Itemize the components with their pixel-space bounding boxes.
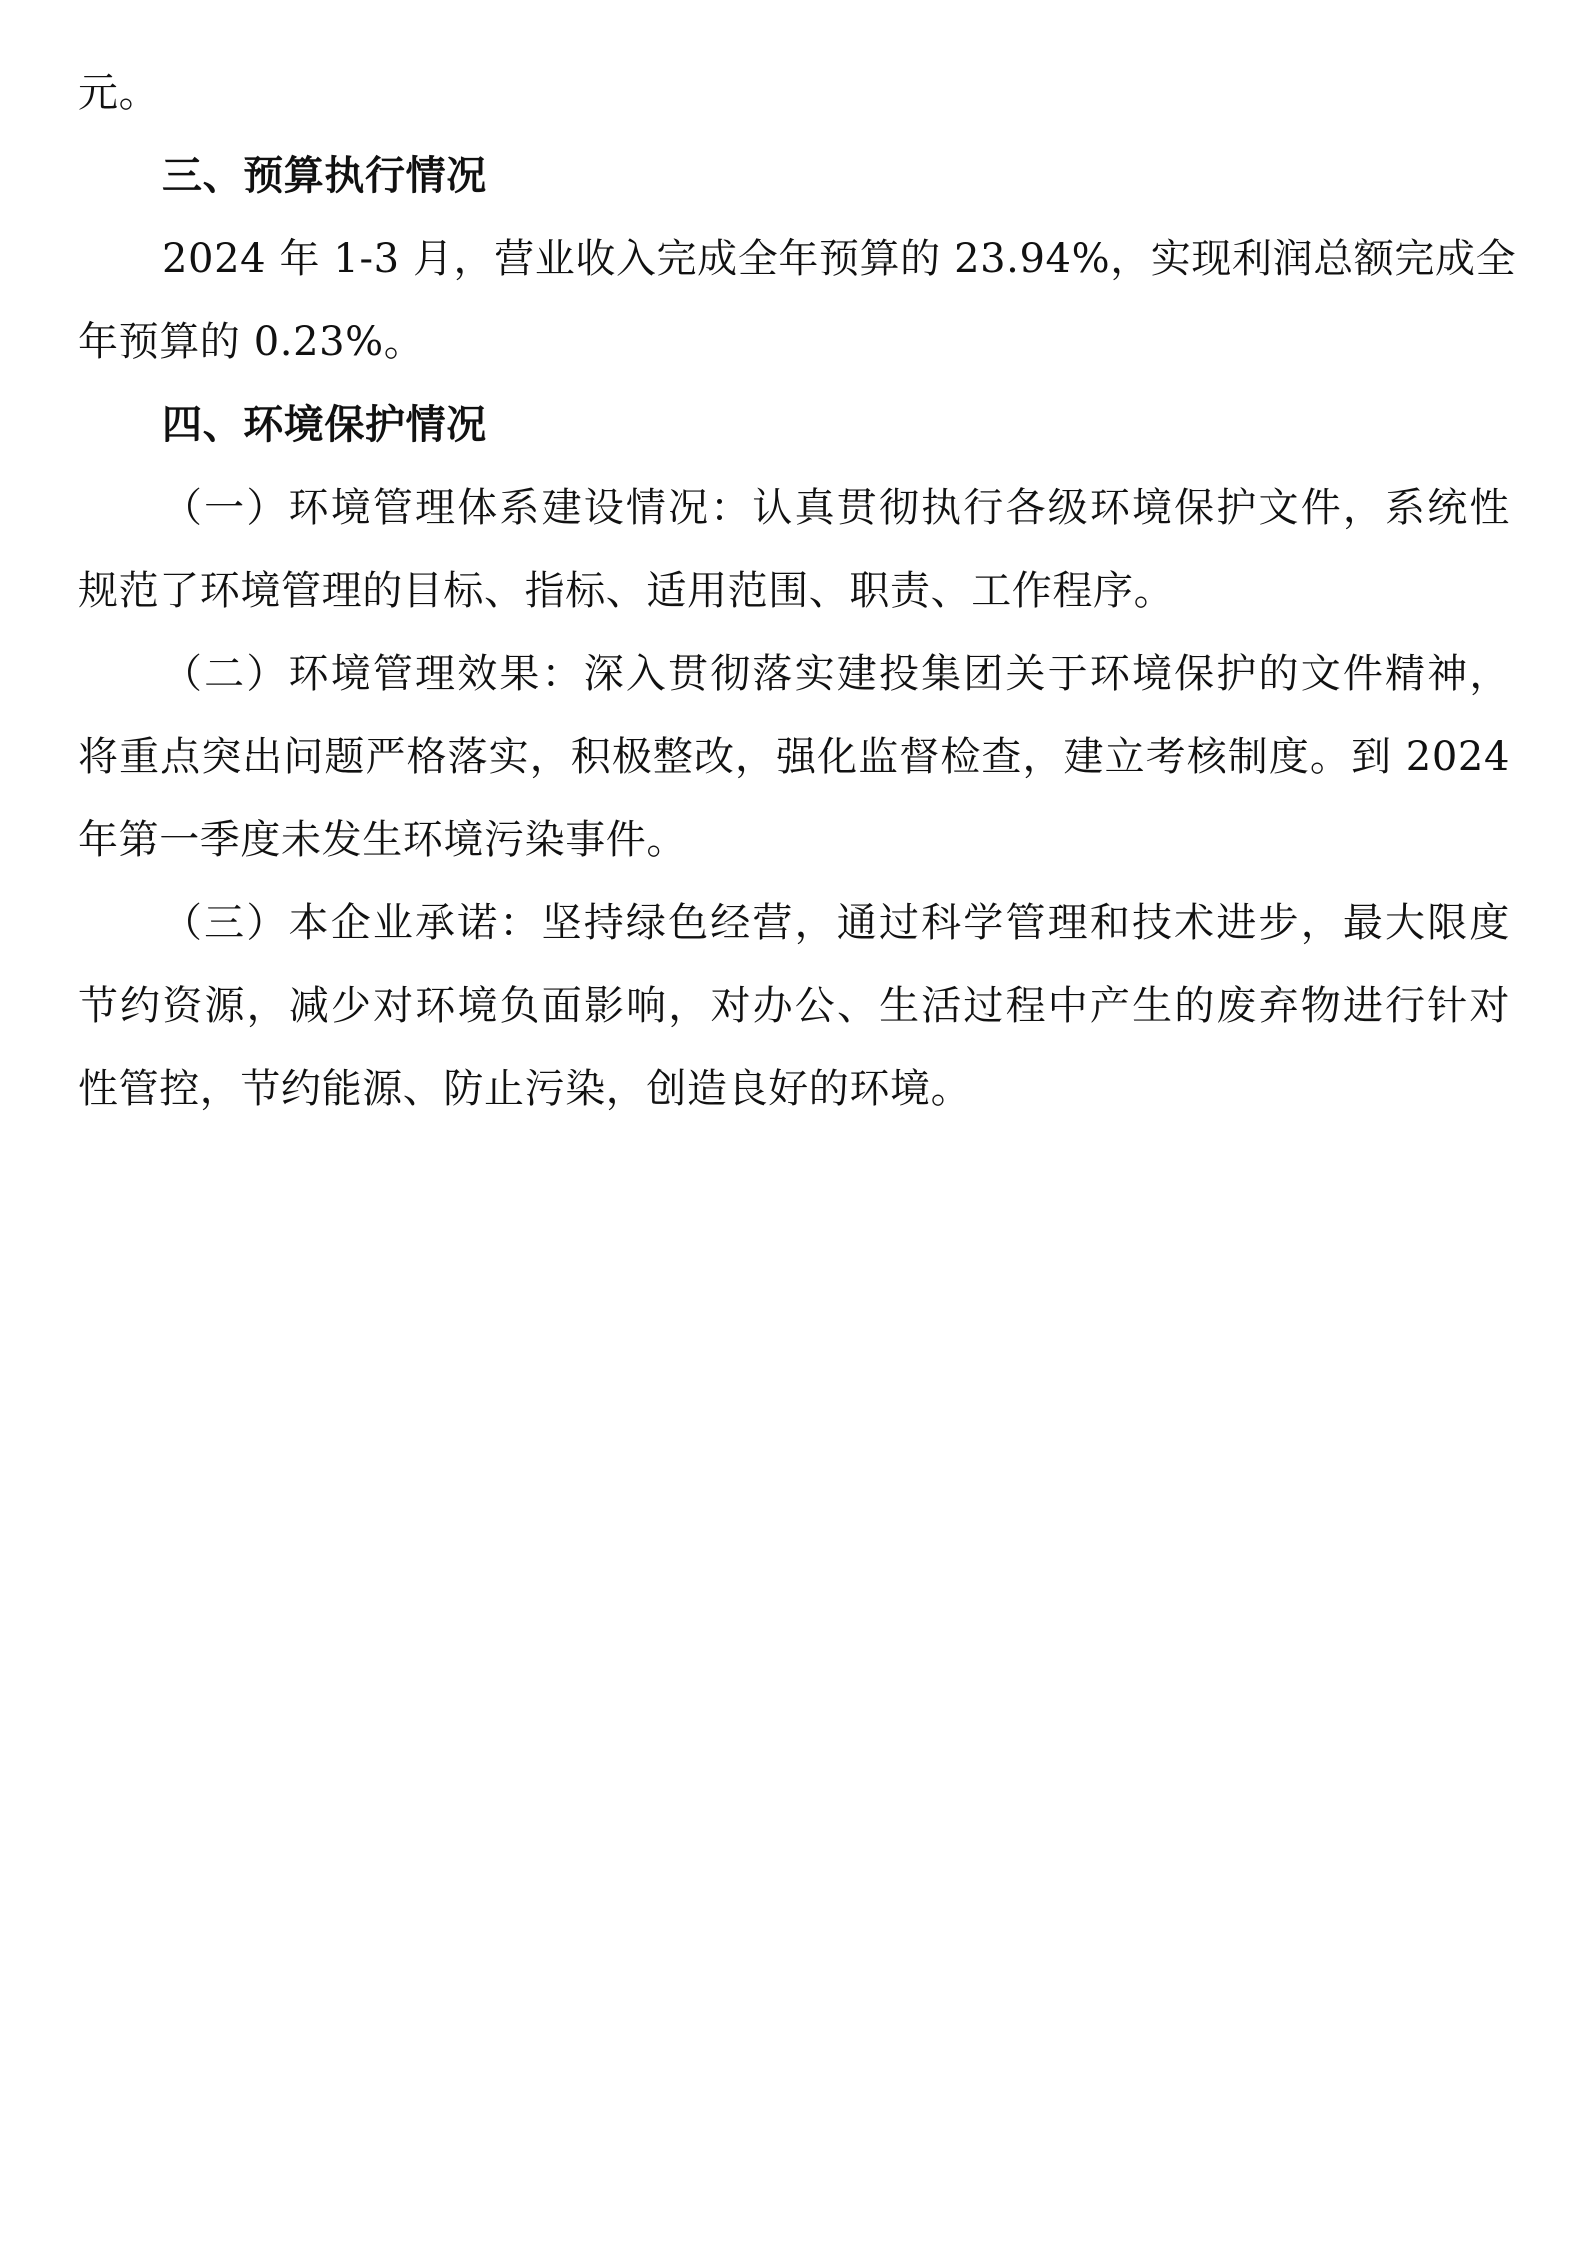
budget-paragraph-line-2: 年预算的 0.23%。 <box>78 319 425 365</box>
document-body <box>78 52 1517 1131</box>
company-commitment-line-2: 节约资源，减少对环境负面影响，对办公、生活过程中产生的废弃物进行针对 <box>78 983 1510 1029</box>
company-commitment-line-3: 性管控，节约能源、防止污染，创造良好的环境。 <box>78 1066 972 1112</box>
env-management-system-line-2: 规范了环境管理的目标、指标、适用范围、职责、工作程序。 <box>78 568 1175 614</box>
budget-paragraph-line-1: 2024 年 1-3 月，营业收入完成全年预算的 23.94%，实现利润总额完成全 <box>162 236 1517 282</box>
continued-text-line: 元。 <box>78 70 160 116</box>
section-heading-environment: 四、环境保护情况 <box>162 402 487 448</box>
section-heading-budget: 三、预算执行情况 <box>162 153 487 199</box>
env-management-effect-line-1: （二）环境管理效果：深入贯彻落实建投集团关于环境保护的文件精神， <box>162 651 1510 697</box>
env-management-effect-line-3: 年第一季度未发生环境污染事件。 <box>78 817 687 863</box>
env-management-system-line-1: （一）环境管理体系建设情况：认真贯彻执行各级环境保护文件，系统性 <box>162 485 1510 531</box>
company-commitment-line-1: （三）本企业承诺：坚持绿色经营，通过科学管理和技术进步，最大限度 <box>162 900 1510 946</box>
env-management-effect-line-2: 将重点突出问题严格落实，积极整改，强化监督检查，建立考核制度。到 2024 <box>78 734 1510 780</box>
